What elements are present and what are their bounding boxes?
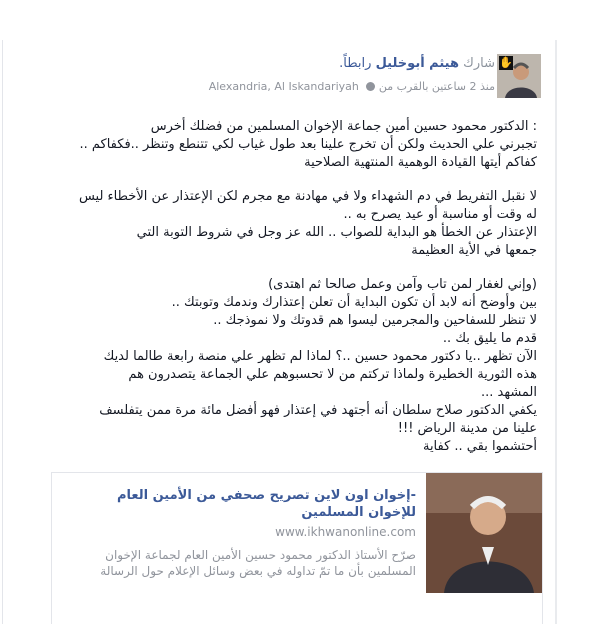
author-avatar[interactable] — [497, 54, 541, 98]
post-text-1: : الدكتور محمود حسين أمين جماعة الإخوان المسلمين من فضلك أخرس تجبرني علي الحديث ولكن أن تخرج علينا بعد طول غياب لكي تتنطع وتنظر ..فكفاكم .. كفاكم أيتها القيادة الوهمية المنتهية الصلاحية — [79, 119, 537, 170]
thumbnail-photo — [426, 473, 542, 593]
post-text-2: لا نقبل التفريط في دم الشهداء ولا في مهادنة مع مجرم لكن الإعتذار عن الأخطاء ليس له وقت أو مناسبة أو عيد يصرح به .. الإعتذار عن الخطأ هو البداية للصواب .. الله عز وجل في شروط التوبة التي جمعها في الأية العظيمة — [78, 189, 537, 258]
link-url: www.ikhwanonline.com — [275, 525, 416, 539]
post-meta — [209, 80, 495, 93]
link-description: صرّح الأستاذ الدكتور محمود حسين الأمين العام لجماعة الإخوان المسلمين بأن ما تمّ تداوله في بعض وسائل الإعلام حول الرسالة — [100, 548, 416, 578]
post-paragraph-2 — [19, 188, 537, 260]
post-text-3: (وإني لغفار لمن تاب وآمن وعمل صالحا ثم اهتدى) بين وأوضح أنه لابد أن تكون البداية أن تعلن إعتذارك وندمك وتوبتك .. لا تنظر للسفاحين والمجرمين ليسوا هم قدوتك ولا نموذجك .. قدم ما يليق بك .. الآن تظهر ..يا دكتور محمود حسين ..؟ لماذا لم تظهر علي منصة رابعة طالما لديك هذه الثورية الخطيرة ولماذا تركتم من لا تحسبوهم علي الجماعة يتصدرون هم المشهد ... يكفي الدكتور صلاح سلطان أنه أجتهد في إعتذار فهو أفضل مائة مرة ممن يتفلسف علينا من مدينة الرياض !!! أحتشموا بقي .. كفاية — [99, 277, 537, 454]
post-paragraph-3 — [19, 276, 537, 456]
rabaa-badge-icon: ✋ — [499, 56, 513, 69]
post-time[interactable]: منذ 2 ساعتين بالقرب من — [378, 80, 495, 93]
link-thumbnail[interactable] — [426, 473, 542, 593]
link-preview[interactable] — [51, 472, 543, 624]
share-action: شارك — [463, 56, 495, 71]
column-divider — [555, 40, 557, 624]
link-title[interactable]: -إخوان اون لاين تصريح صحفي من الأمين العام للإخوان المسلمين — [117, 488, 416, 520]
globe-icon — [366, 82, 375, 91]
post-paragraph-1 — [19, 118, 537, 172]
post-location[interactable]: Alexandria, Al Iskandariyah — [208, 80, 359, 93]
post-card — [2, 40, 556, 624]
post-header — [339, 56, 495, 71]
author-name-link[interactable]: هيثم أبوخليل — [375, 56, 459, 71]
link-word[interactable]: رابطاً. — [339, 56, 372, 71]
